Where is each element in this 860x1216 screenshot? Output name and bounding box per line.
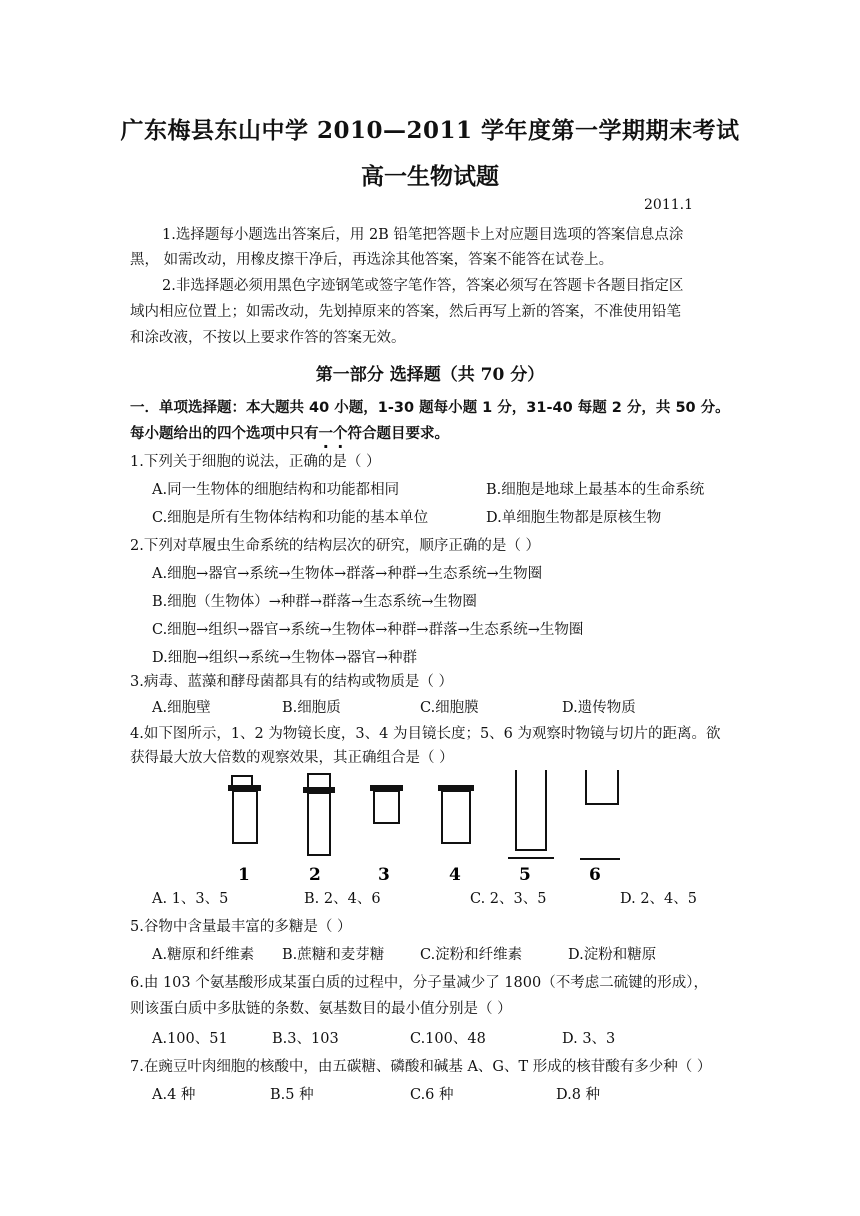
question-stem: 5.谷物中含量最丰富的多糖是（ ） <box>130 919 352 935</box>
option-d: D.遗传物质 <box>562 700 636 716</box>
emphasis-char: 个 <box>333 426 348 442</box>
question-stem: 1.下列关于细胞的说法，正确的是（ ） <box>130 454 381 470</box>
option-b: B.蔗糖和麦芽糖 <box>282 947 385 963</box>
eyepiece-lens-4 <box>438 785 474 843</box>
requirement-text: 每小题给出的四个选项中只有 <box>130 426 319 442</box>
option-a: A.糖原和纤维素 <box>152 947 255 963</box>
part-heading-requirement <box>130 424 449 444</box>
option-c: C.100、48 <box>410 1031 486 1047</box>
option-c: C.细胞是所有生物体结构和功能的基本单位 <box>152 510 429 526</box>
option-a: A.100、51 <box>152 1031 228 1047</box>
figure-label: 3 <box>378 865 390 885</box>
instruction-line: 和涂改液，不按以上要求作答的答案无效。 <box>130 330 406 346</box>
figure-label: 4 <box>449 865 461 885</box>
question-stem: 6.由 103 个氨基酸形成某蛋白质的过程中，分子量减少了 1800（不考虑二硫键的形成）， <box>130 975 708 991</box>
eyepiece-lens-3 <box>370 785 403 823</box>
figure-label: 2 <box>309 865 321 885</box>
option-b: B. 2、4、6 <box>304 891 381 907</box>
question-stem: 4.如下图所示，1、2 为物镜长度，3、4 为目镜长度；5、6 为观察时物镜与切片的距离。欲 <box>130 726 721 742</box>
option-c: C.6 种 <box>410 1087 454 1103</box>
instruction-line: 黑， 如需改动，用橡皮擦干净后，再选涂其他答案，答案不能答在试卷上。 <box>130 252 614 268</box>
option-a: A.细胞壁 <box>152 700 211 716</box>
exam-title: 广东梅县东山中学 2010—2011 学年度第一学期期末考试 <box>120 117 740 144</box>
instruction-line: 域内相应位置上；如需改动，先划掉原来的答案，然后再写上新的答案，不准使用铅笔 <box>130 304 681 320</box>
figure-label: 6 <box>589 865 601 885</box>
question-stem: 3.病毒、蓝藻和酵母菌都具有的结构或物质是（ ） <box>130 674 453 690</box>
option-a: A.细胞→器官→系统→生物体→群落→种群→生态系统→生物圈 <box>152 566 543 582</box>
question-stem: 获得最大放大倍数的观察效果，其正确组合是（ ） <box>130 750 454 766</box>
option-b: B.细胞是地球上最基本的生命系统 <box>486 482 705 498</box>
option-d: D. 3、3 <box>562 1031 616 1047</box>
option-c: C.细胞膜 <box>420 700 479 716</box>
option-d: D.淀粉和糖原 <box>568 947 657 963</box>
figure-label: 1 <box>238 865 250 885</box>
figure-label: 5 <box>519 865 531 885</box>
exam-date: 2011.1 <box>644 197 693 213</box>
option-a: A. 1、3、5 <box>152 891 229 907</box>
option-b: B.5 种 <box>270 1087 314 1103</box>
option-c: C.细胞→组织→器官→系统→生物体→种群→群落→生态系统→生物圈 <box>152 622 584 638</box>
option-d: D.细胞→组织→系统→生物体→器官→种群 <box>152 650 417 666</box>
option-d: D.单细胞生物都是原核生物 <box>486 510 662 526</box>
exam-subtitle: 高一生物试题 <box>361 163 499 190</box>
option-b: B.细胞质 <box>282 700 341 716</box>
option-a: A.同一生物体的细胞结构和功能都相同 <box>152 482 400 498</box>
option-d: D. 2、4、5 <box>620 891 698 907</box>
instruction-line: 2.非选择题必须用黑色字迹钢笔或签字笔作答，答案必须写在答题卡各题目指定区 <box>162 278 684 294</box>
instruction-line: 1.选择题每小题选出答案后，用 2B 铅笔把答题卡上对应题目选项的答案信息点涂 <box>162 227 684 243</box>
option-c: C.淀粉和纤维素 <box>420 947 523 963</box>
distance-6 <box>580 770 620 859</box>
option-d: D.8 种 <box>556 1087 601 1103</box>
option-b: B.3、103 <box>272 1031 339 1047</box>
section-title: 第一部分 选择题（共 70 分） <box>315 365 545 385</box>
option-a: A.4 种 <box>152 1087 196 1103</box>
microscope-lens-figure <box>200 764 640 890</box>
distance-5 <box>508 770 554 858</box>
option-b: B.细胞（生物体）→种群→群落→生态系统→生物圈 <box>152 594 477 610</box>
part-heading: 一．单项选择题：本大题共 40 小题，1-30 题每小题 1 分，31-40 每题 2 分，共 50 分。 <box>130 400 730 416</box>
question-stem: 2.下列对草履虫生命系统的结构层次的研究，顺序正确的是（ ） <box>130 538 540 554</box>
question-stem: 7.在豌豆叶肉细胞的核酸中，由五碳糖、磷酸和碱基 A、G、T 形成的核苷酸有多少种（ ） <box>130 1059 712 1075</box>
objective-lens-2 <box>303 774 335 855</box>
requirement-text: 符合题目要求。 <box>347 426 449 442</box>
option-c: C. 2、3、5 <box>470 891 547 907</box>
emphasis-char: 一 <box>318 426 333 442</box>
objective-lens-1 <box>228 776 261 843</box>
question-stem: 则该蛋白质中多肽链的条数、氨基数目的最小值分别是（ ） <box>130 1001 512 1017</box>
